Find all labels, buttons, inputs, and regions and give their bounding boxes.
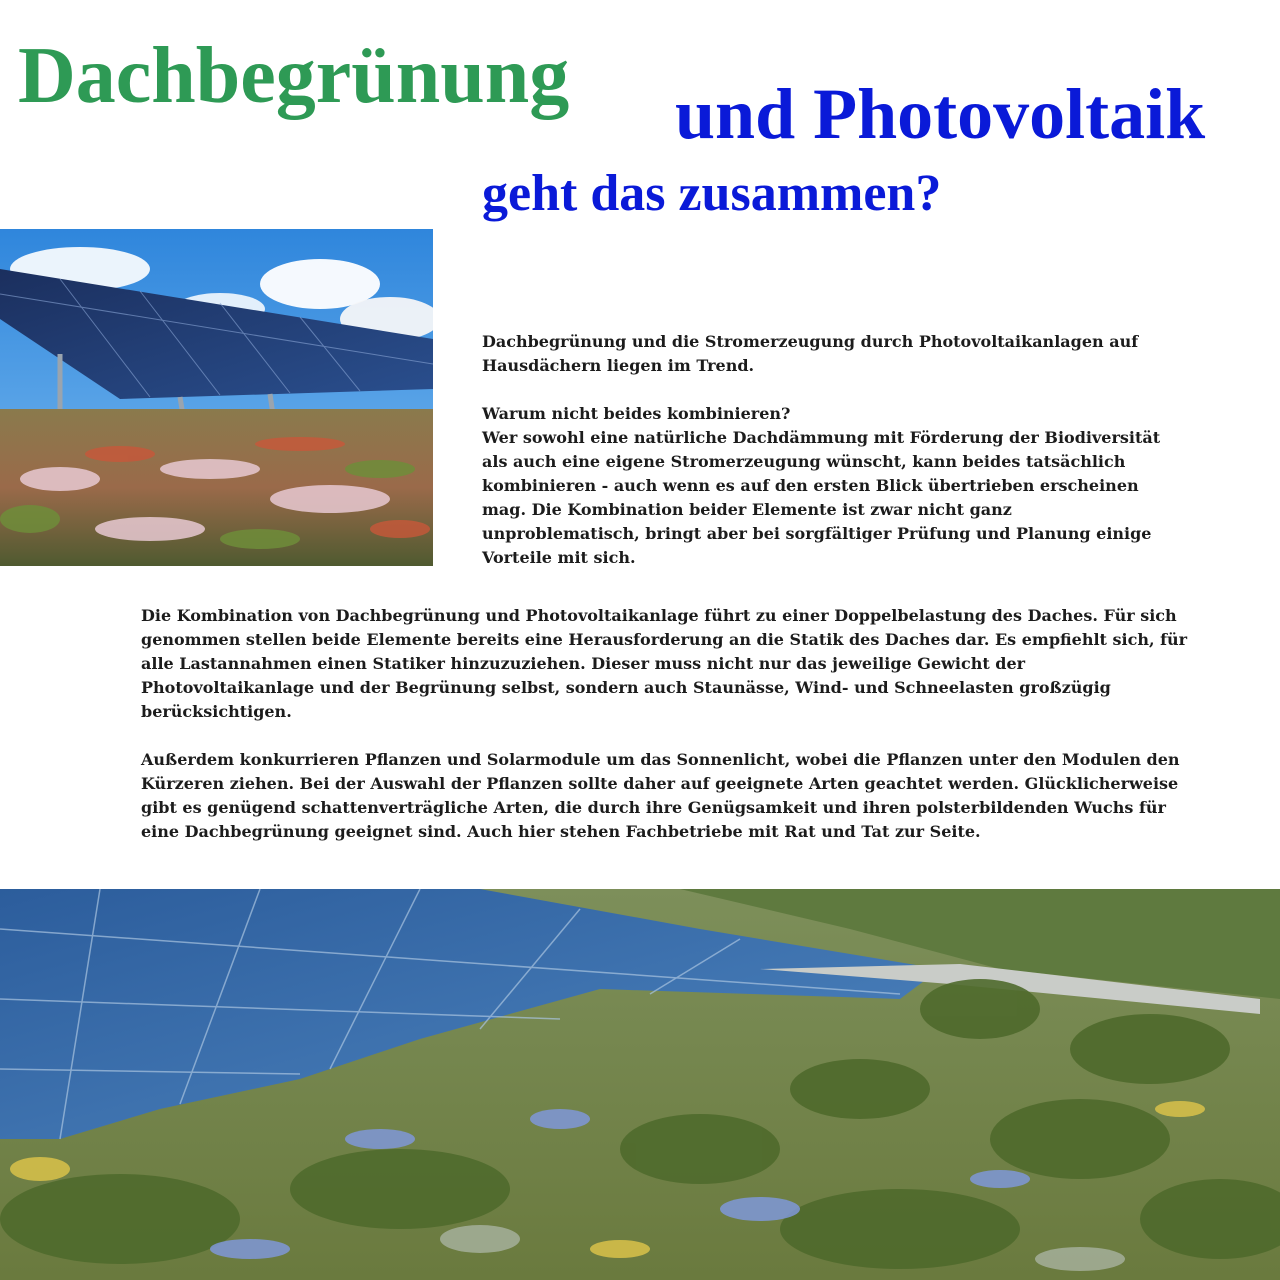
subtitle-question: geht das zusammen?	[482, 165, 942, 222]
title-photovoltaik: und Photovoltaik	[675, 74, 1206, 154]
intro-paragraph-trend: Dachbegrünung und die Stromerzeugung durch Photovoltaikanlagen auf Hausdächern liegen im Trend.	[482, 332, 1139, 375]
body-paragraph-statik: Die Kombination von Dachbegrünung und Photovoltaikanlage führt zu einer Doppelbelastung des Daches. Für sich genommen stellen beide Elemente bereits eine Herausforderung an die Statik des Daches dar. Es empfiehlt sich, für alle Lastannahmen einen Statiker hinzuzuziehen. Dieser muss nicht nur das jeweilige Gewicht der Photovoltaikanlage und der Begrünung selbst, sondern auch Staunässe, Wind- und Schneelasten großzügig berücksichtigen.	[141, 606, 1188, 721]
body-paragraph-pflanzen: Außerdem konkurrieren Pflanzen und Solarmodule um das Sonnenlicht, wobei die Pflanzen unter den Modulen den Kürzeren ziehen. Bei der Auswahl der Pflanzen sollte daher auf geeignete Arten geachtet werden. Glücklicherweise gibt es genügend schattenverträgliche Arten, die durch ihre Genügsamkeit und ihren polsterbildenden Wuchs für eine Dachbegrünung geeignet sind. Auch hier stehen Fachbetriebe mit Rat und Tat zur Seite.	[141, 750, 1180, 841]
photo-solar-panels-green-roof	[0, 229, 433, 566]
intro-question: Warum nicht beides kombinieren?	[482, 404, 791, 423]
body-text-block	[141, 604, 1201, 844]
intro-text-block	[482, 330, 1172, 570]
photo-green-roof-solar-field	[0, 889, 1280, 1280]
title-dachbegruenung: Dachbegrünung	[18, 32, 570, 120]
intro-paragraph-combination: Wer sowohl eine natürliche Dachdämmung mit Förderung der Biodiversität als auch eine eigene Stromerzeugung wünscht, kann beides tatsächlich kombinieren - auch wenn es auf den ersten Blick übertrieben erscheinen mag. Die Kombination beider Elemente ist zwar nicht ganz unproblematisch, bringt aber bei sorgfältiger Prüfung und Planung einige Vorteile mit sich.	[482, 428, 1161, 567]
